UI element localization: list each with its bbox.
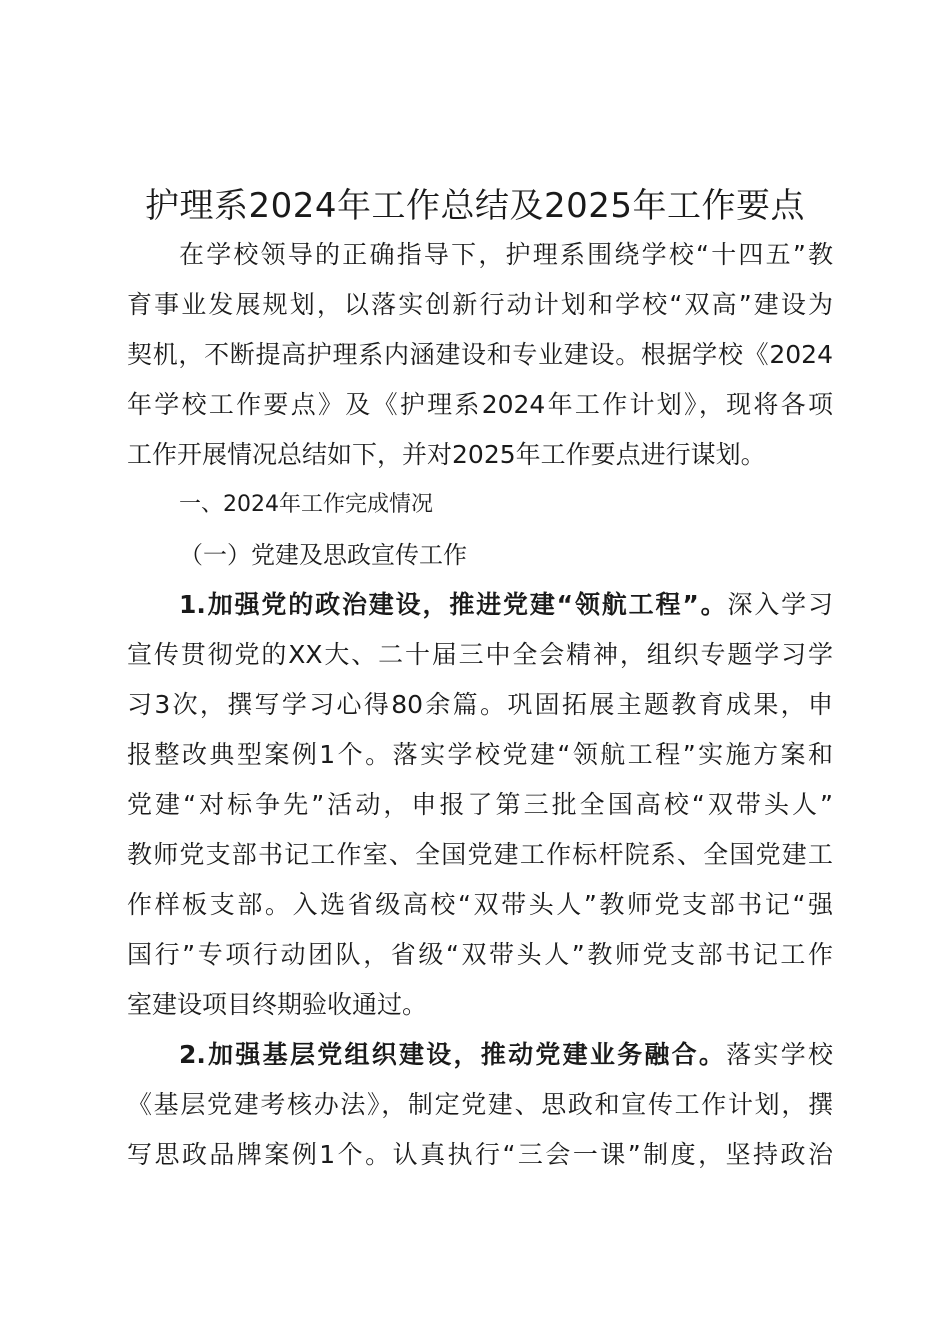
section-heading-block (127, 480, 833, 580)
item-1-heading: 1.加强党的政治建设，推进党建“领航工程”。 (179, 590, 728, 619)
intro-line: 在学校领导的正确指导下，护理系围绕学校“十四五”教 (179, 240, 833, 269)
item-1-line: 国行”专项行动团队，省级“双带头人”教师党支部书记工作 (127, 940, 833, 969)
intro-line: 工作开展情况总结如下，并对2025年工作要点进行谋划。 (127, 440, 766, 469)
item-1-line: 室建设项目终期验收通过。 (127, 990, 428, 1019)
document-title: 护理系2024年工作总结及2025年工作要点 (144, 186, 806, 226)
intro-line: 育事业发展规划，以落实创新行动计划和学校“双高”建设为 (127, 290, 833, 319)
item-2-first-line-rest: 落实学校 (726, 1040, 833, 1069)
intro-paragraph (127, 230, 833, 480)
item-2-heading: 2.加强基层党组织建设，推动党建业务融合。 (179, 1040, 727, 1069)
item-1-paragraph (127, 580, 833, 1030)
intro-line: 年学校工作要点》及《护理系2024年工作计划》，现将各项 (127, 390, 833, 419)
subsection-heading: （一）党建及思政宣传工作 (179, 541, 467, 569)
item-2-line: 《基层党建考核办法》，制定党建、思政和宣传工作计划，撰 (127, 1090, 833, 1119)
item-1-line: 习3次，撰写学习心得80余篇。巩固拓展主题教育成果，申 (127, 690, 833, 719)
section-heading: 一、2024年工作完成情况 (179, 492, 433, 517)
item-1-first-line-rest: 深入学习 (727, 590, 833, 619)
item-2-first-line (127, 1030, 833, 1080)
item-1-line: 党建“对标争先”活动，申报了第三批全国高校“双带头人” (127, 790, 833, 819)
item-2-line: 写思政品牌案例1个。认真执行“三会一课”制度，坚持政治 (127, 1140, 833, 1169)
item-1-first-line (127, 580, 833, 630)
item-1-line: 作样板支部。入选省级高校“双带头人”教师党支部书记“强 (127, 890, 833, 919)
item-2-paragraph (127, 1030, 833, 1180)
item-1-line: 宣传贯彻党的XX大、二十届三中全会精神，组织专题学习学 (127, 640, 833, 669)
intro-line: 契机，不断提高护理系内涵建设和专业建设。根据学校《2024 (127, 340, 833, 369)
item-1-line: 教师党支部书记工作室、全国党建工作标杆院系、全国党建工 (127, 840, 833, 869)
item-1-line: 报整改典型案例1个。落实学校党建“领航工程”实施方案和 (127, 740, 833, 769)
